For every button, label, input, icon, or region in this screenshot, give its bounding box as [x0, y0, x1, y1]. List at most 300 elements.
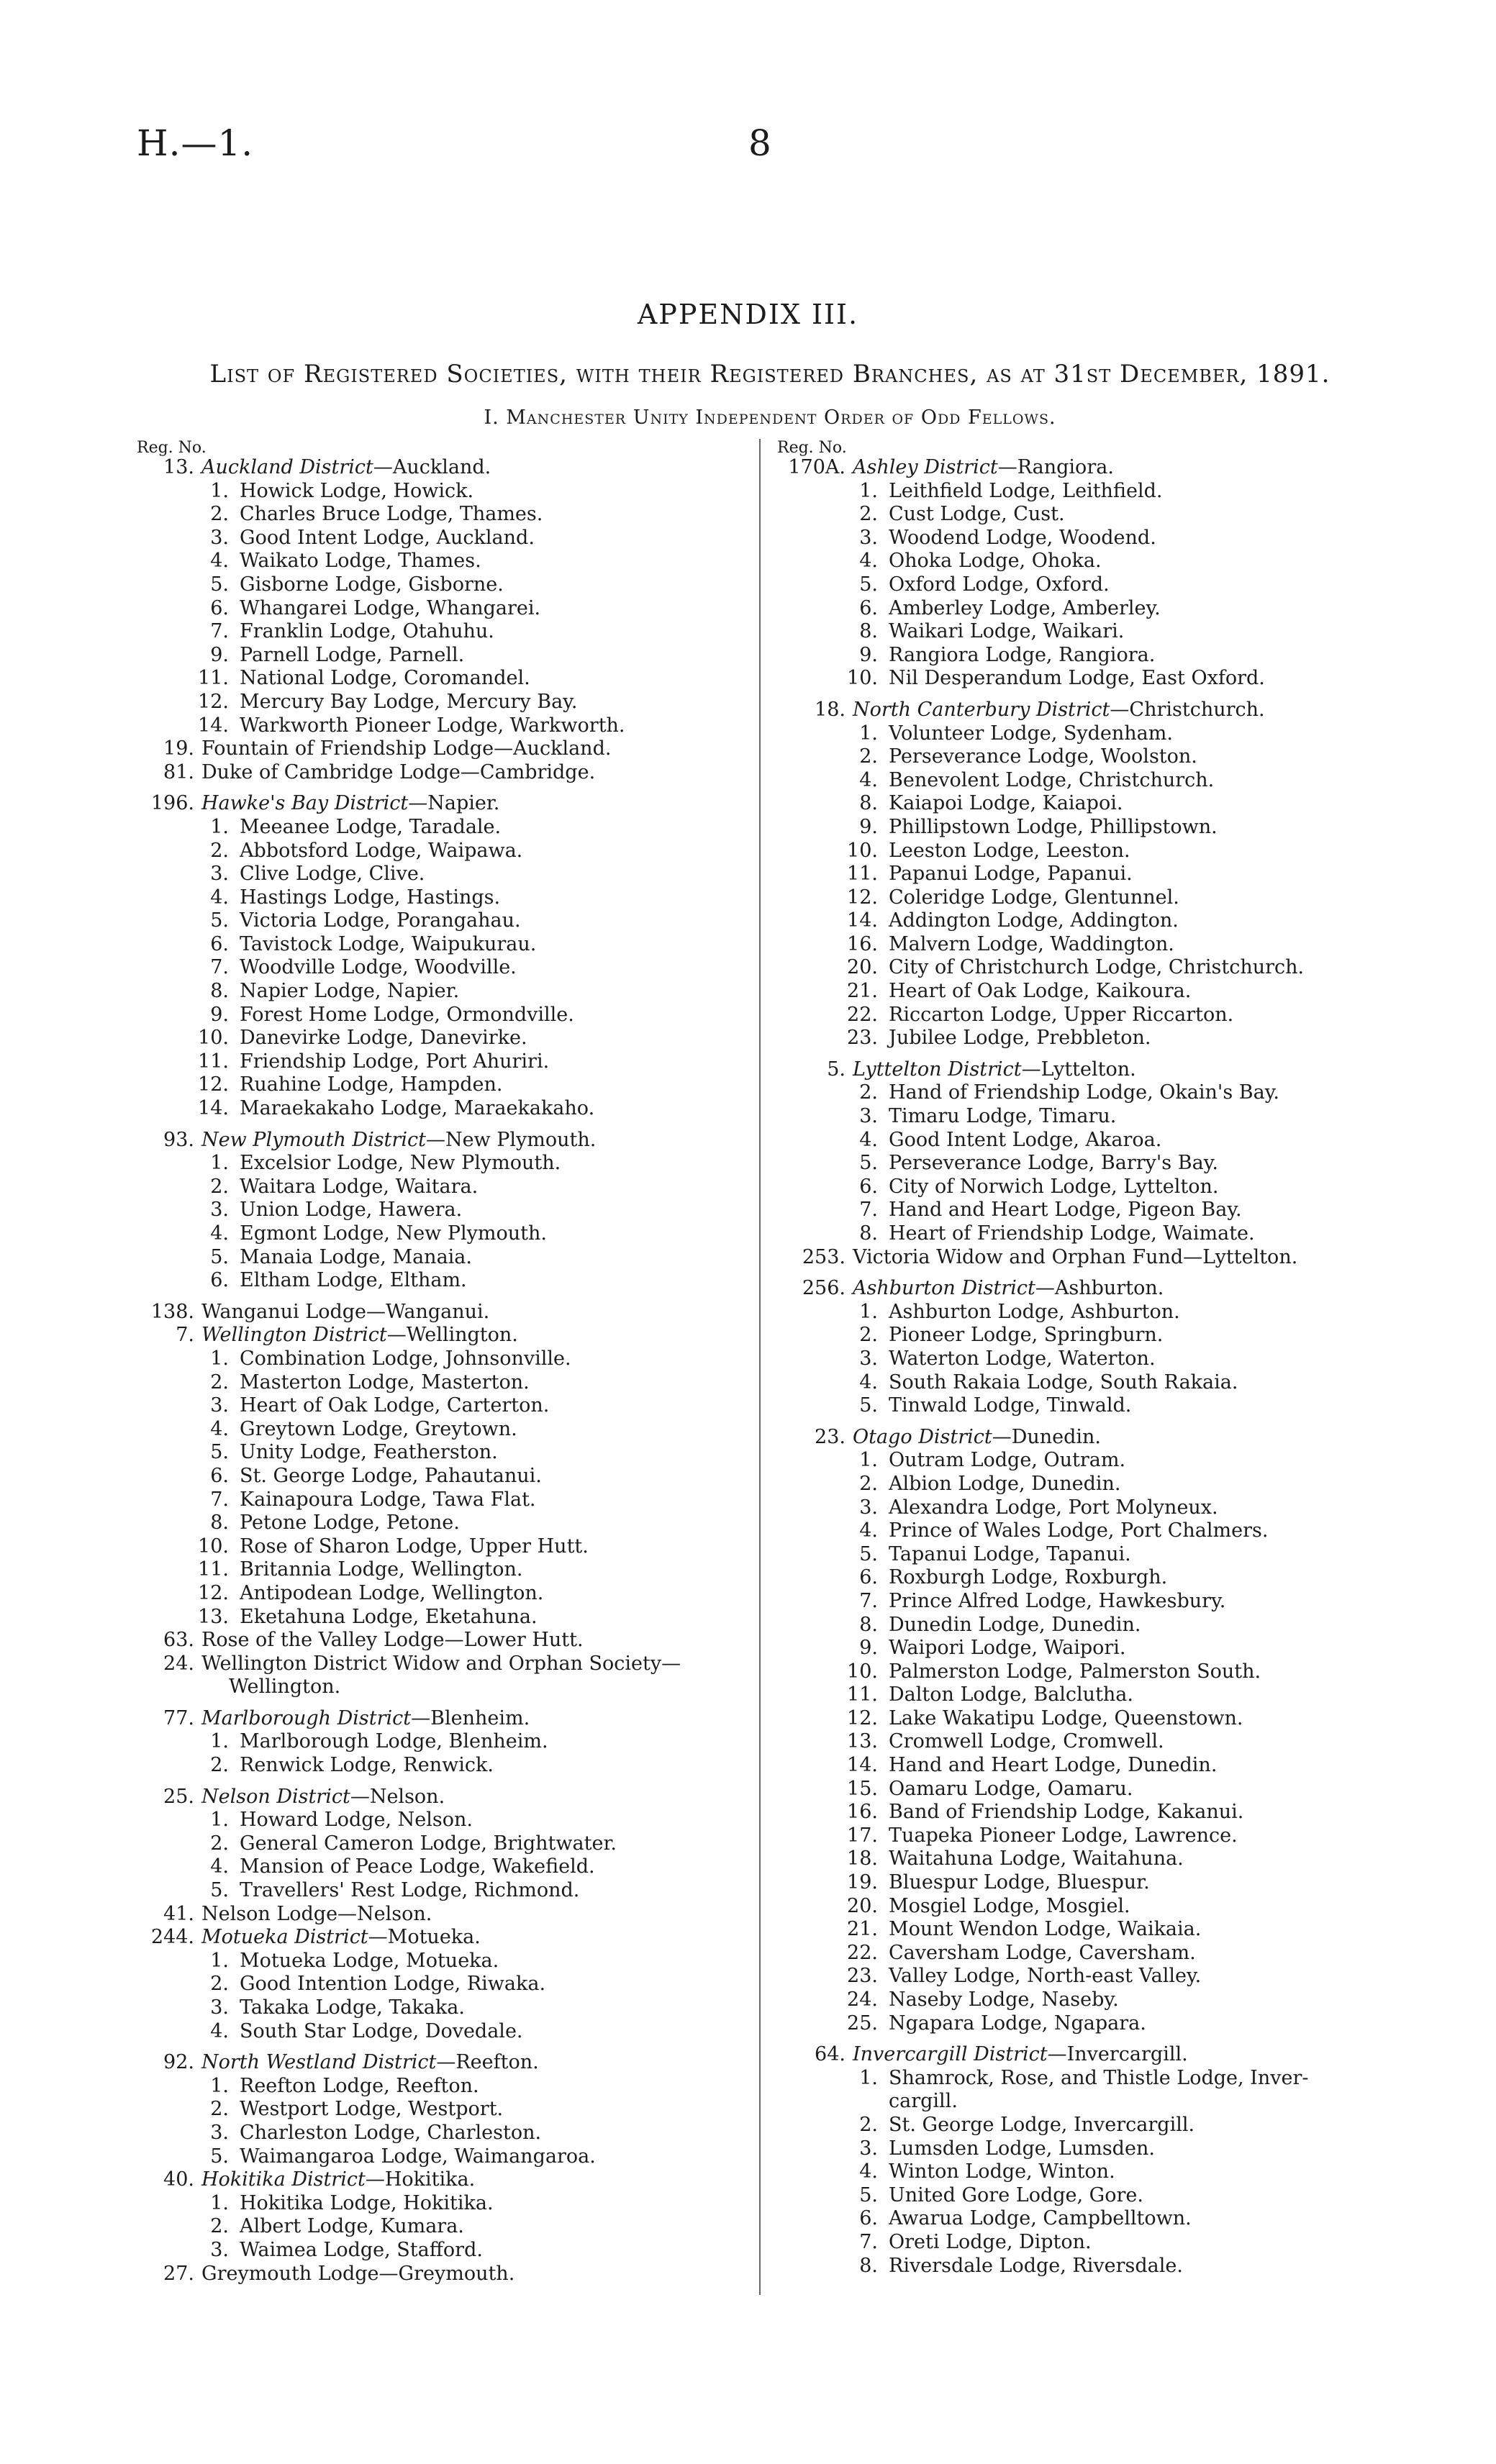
entry-number: 13. [198, 1605, 229, 1628]
branch-entry [137, 1176, 745, 1199]
branch-entry [137, 597, 745, 621]
entry-text: Antipodean Lodge, Wellington. [240, 1581, 544, 1604]
branch-entry [137, 573, 745, 597]
branch-entry [777, 1519, 1403, 1543]
register-entry [137, 1324, 745, 1347]
entry-number: 4. [859, 1519, 878, 1542]
branch-entry [137, 1371, 745, 1395]
district-name: North Canterbury District [853, 698, 1110, 721]
entry-number: 10. [847, 667, 878, 690]
branch-entry [137, 620, 745, 644]
branch-entry [777, 480, 1403, 504]
entry-number: 3. [859, 2137, 878, 2160]
branch-entry [777, 1394, 1403, 1418]
entry-text: Addington Lodge, Addington. [889, 909, 1179, 932]
register-entry [137, 2051, 745, 2075]
branch-entry [137, 527, 745, 550]
district-town: —Reefton. [436, 2051, 539, 2074]
appendix-title: APPENDIX III. [637, 299, 859, 330]
branch-entry [137, 1073, 745, 1097]
reg-no-header: Reg. No. [777, 439, 847, 457]
entry-text: Hand and Heart Lodge, Dunedin. [889, 1754, 1218, 1777]
entry-number: 1. [210, 2074, 229, 2097]
entry-text [201, 1707, 530, 1731]
entry-number: 23. [847, 1965, 878, 1988]
entry-text: Howard Lodge, Nelson. [240, 1809, 473, 1832]
entry-text: Winton Lodge, Winton. [889, 2160, 1115, 2183]
entry-number: 1. [210, 1809, 229, 1832]
district-name: Wellington District [201, 1324, 387, 1347]
entry-text: Wellington. [229, 1676, 341, 1699]
entry-number: 14. [847, 1754, 878, 1777]
entry-text: Benevolent Lodge, Christchurch. [889, 768, 1215, 791]
entry-number: 25. [847, 2011, 878, 2035]
entry-text: Bluespur Lodge, Bluespur. [889, 1871, 1150, 1894]
entry-text [853, 699, 1265, 722]
entry-text: Rangiora Lodge, Rangiora. [889, 643, 1156, 666]
entry-number: 8. [859, 1222, 878, 1245]
branch-entry [777, 1683, 1403, 1707]
entry-text: Hokitika Lodge, Hokitika. [240, 2191, 494, 2214]
branch-entry [777, 2207, 1403, 2231]
branch-entry [777, 1778, 1403, 1801]
entry-number: 2. [210, 1175, 229, 1198]
entry-text: Leithfield Lodge, Leithfield. [889, 479, 1163, 502]
entry-text: Ohoka Lodge, Ohoka. [889, 550, 1102, 573]
entry-text: Papanui Lodge, Papanui. [889, 863, 1133, 886]
entry-text: General Cameron Lodge, Brightwater. [240, 1832, 617, 1855]
register-entry [137, 1301, 745, 1324]
branch-entry [137, 480, 745, 504]
entry-text: Waikato Lodge, Thames. [240, 550, 481, 573]
entry-text: Mount Wendon Lodge, Waikaia. [889, 1918, 1202, 1941]
branch-entry [777, 644, 1403, 668]
entry-text: Forest Home Lodge, Ormondville. [240, 1003, 574, 1026]
branch-entry [137, 644, 745, 668]
branch-entry [137, 1347, 745, 1371]
register-entry [137, 792, 745, 816]
branch-entry [137, 503, 745, 527]
branch-entry [137, 691, 745, 714]
entry-text: Motueka Lodge, Motueka. [240, 1949, 499, 1972]
entry-number: 14. [847, 909, 878, 932]
district-town: —Ashburton. [1035, 1277, 1164, 1300]
entry-text: Shamrock, Rose, and Thistle Lodge, Inver- [889, 2066, 1309, 2089]
register-entry [777, 1426, 1403, 1450]
branch-entry [777, 2231, 1403, 2255]
entry-text: Manaia Lodge, Manaia. [240, 1245, 472, 1268]
entry-text: City of Christchurch Lodge, Christchurch. [889, 956, 1305, 979]
branch-entry [777, 933, 1403, 957]
entry-number: 1. [210, 815, 229, 838]
entry-text: Takaka Lodge, Takaka. [240, 1996, 465, 2019]
entry-text: Mercury Bay Lodge, Mercury Bay. [240, 690, 578, 713]
entry-text [853, 2043, 1188, 2067]
entry-text: Rose of Sharon Lodge, Upper Hutt. [240, 1535, 589, 1558]
entry-text: Cromwell Lodge, Cromwell. [889, 1730, 1164, 1753]
entry-text: Tapanui Lodge, Tapanui. [889, 1542, 1131, 1565]
entry-number: 27. [163, 2262, 194, 2285]
document-reference: H.—1. [137, 122, 254, 164]
entry-number: 5. [210, 573, 229, 596]
branch-entry [777, 980, 1403, 1004]
entry-number: 21. [847, 1918, 878, 1941]
entry-text: Petone Lodge, Petone. [240, 1511, 460, 1535]
entry-number: 41. [163, 1902, 194, 1925]
entry-text [853, 1426, 1101, 1450]
branch-entry [777, 722, 1403, 746]
entry-text [853, 1277, 1164, 1301]
entry-number: 1. [210, 1949, 229, 1972]
branch-entry [137, 2145, 745, 2169]
entry-number: 1. [210, 1347, 229, 1370]
branch-entry [777, 1004, 1403, 1027]
branch-entry [137, 1050, 745, 1074]
entry-number: 6. [859, 1566, 878, 1589]
branch-entry [777, 550, 1403, 573]
entry-number: 9. [210, 643, 229, 666]
branch-entry [777, 2255, 1403, 2278]
branch-entry [137, 980, 745, 1004]
entry-text: Woodend Lodge, Woodend. [889, 526, 1156, 549]
entry-text: Waitahuna Lodge, Waitahuna. [889, 1847, 1184, 1870]
entry-number: 7. [210, 620, 229, 643]
district-town: —Rangiora. [997, 456, 1114, 478]
entry-text: Waipori Lodge, Waipori. [889, 1637, 1126, 1660]
entry-number: 21. [847, 980, 878, 1003]
entry-text: Amberley Lodge, Amberley. [889, 596, 1161, 619]
entry-text: Unity Lodge, Featherston. [240, 1441, 498, 1464]
entry-text: Alexandra Lodge, Port Molyneux. [889, 1496, 1218, 1519]
branch-entry [777, 527, 1403, 550]
entry-number: 10. [847, 839, 878, 862]
branch-entry [777, 2184, 1403, 2208]
entry-text: Prince Alfred Lodge, Hawkesbury. [889, 1589, 1226, 1612]
entry-text [201, 456, 491, 480]
register-entry [137, 1903, 745, 1927]
entry-number: 8. [210, 1511, 229, 1535]
branch-entry [777, 956, 1403, 980]
entry-number: 5. [859, 2183, 878, 2206]
register-entry [137, 761, 745, 785]
branch-entry [137, 2122, 745, 2145]
branch-entry [777, 1496, 1403, 1520]
entry-text: Riversdale Lodge, Riversdale. [889, 2254, 1183, 2277]
entry-text: Pioneer Lodge, Springburn. [889, 1324, 1164, 1347]
branch-entry [137, 1535, 745, 1559]
entry-number: 8. [210, 980, 229, 1003]
entry-number: 3. [210, 526, 229, 549]
entry-number: 92. [163, 2051, 194, 2074]
entry-number: 5. [210, 909, 229, 932]
branch-entry [777, 1824, 1403, 1848]
entry-number: 14. [198, 714, 229, 737]
entry-text: Lumsden Lodge, Lumsden. [889, 2137, 1155, 2160]
entry-number: 81. [163, 760, 194, 783]
entry-number: 7. [176, 1324, 194, 1347]
branch-entry [137, 909, 745, 933]
entry-number: 4. [859, 1128, 878, 1151]
entry-text: Kaiapoi Lodge, Kaiapoi. [889, 792, 1123, 815]
branch-entry [137, 2215, 745, 2239]
entry-text: Kainapoura Lodge, Tawa Flat. [240, 1488, 536, 1511]
district-town: —Blenheim. [411, 1706, 530, 1729]
entry-number: 5. [827, 1058, 846, 1081]
branch-entry [137, 2192, 745, 2216]
entry-text: Waimea Lodge, Stafford. [240, 2238, 483, 2261]
district-name: Hokitika District [201, 2168, 366, 2191]
entry-number: 1. [859, 2066, 878, 2089]
branch-entry [777, 1895, 1403, 1919]
branch-entry [777, 1566, 1403, 1590]
entry-number: 24. [847, 1988, 878, 2011]
branch-entry [777, 792, 1403, 816]
district-name: Lyttelton District [853, 1058, 1022, 1081]
entry-number: 3. [210, 1394, 229, 1417]
entry-number: 244. [150, 1926, 194, 1949]
district-town: —Lyttelton. [1021, 1058, 1136, 1081]
entry-number: 5. [210, 1245, 229, 1268]
entry-continuation [777, 2090, 1403, 2114]
branch-entry [137, 1879, 745, 1903]
entry-number: 13. [163, 456, 194, 478]
entry-text [201, 1786, 445, 1809]
entry-number: 16. [847, 1801, 878, 1824]
entry-text: Good Intent Lodge, Auckland. [240, 526, 535, 549]
entry-text: Riccarton Lodge, Upper Riccarton. [889, 1003, 1234, 1026]
branch-entry [777, 1543, 1403, 1567]
district-town: —Christchurch. [1110, 698, 1265, 721]
branch-entry [137, 1558, 745, 1582]
entry-number: 4. [210, 2019, 229, 2042]
entry-text: Friendship Lodge, Port Ahuriri. [240, 1050, 550, 1073]
entry-text: Hand and Heart Lodge, Pigeon Bay. [889, 1199, 1242, 1222]
branch-entry [137, 816, 745, 840]
entry-number: 4. [210, 1222, 229, 1245]
branch-entry [777, 1324, 1403, 1347]
entry-text: Whangarei Lodge, Whangarei. [240, 596, 541, 619]
entry-text [201, 2168, 475, 2192]
branch-entry [137, 1996, 745, 2020]
entry-number: 6. [210, 1269, 229, 1292]
entry-text: Tuapeka Pioneer Lodge, Lawrence. [889, 1824, 1238, 1847]
entry-number: 1. [859, 479, 878, 502]
entry-text: National Lodge, Coromandel. [240, 667, 530, 690]
entry-number: 12. [847, 1706, 878, 1729]
entry-number: 2. [210, 1832, 229, 1855]
entry-text: South Star Lodge, Dovedale. [240, 2019, 523, 2042]
entry-number: 25. [163, 1785, 194, 1808]
register-entry [137, 2263, 745, 2286]
branch-entry [777, 1988, 1403, 2012]
entry-number: 40. [163, 2168, 194, 2191]
entry-number: 5. [859, 1152, 878, 1175]
entry-text: Greymouth Lodge—Greymouth. [201, 2262, 515, 2285]
entry-text: Oreti Lodge, Dipton. [889, 2230, 1092, 2253]
branch-entry [777, 1590, 1403, 1614]
entry-number: 4. [210, 1417, 229, 1440]
entry-text: Good Intent Lodge, Akaroa. [889, 1128, 1162, 1151]
branch-entry [777, 1347, 1403, 1371]
entry-number: 23. [815, 1425, 846, 1448]
district-name: North Westland District [201, 2051, 437, 2074]
entry-text: Greytown Lodge, Greytown. [240, 1417, 517, 1440]
entry-text: Mosgiel Lodge, Mosgiel. [889, 1894, 1130, 1917]
branch-entry [777, 745, 1403, 769]
entry-number: 10. [847, 1660, 878, 1683]
district-town: —Auckland. [373, 456, 491, 478]
branch-entry [777, 1301, 1403, 1324]
branch-entry [777, 1449, 1403, 1473]
entry-text: Roxburgh Lodge, Roxburgh. [889, 1566, 1168, 1589]
entry-number: 24. [163, 1652, 194, 1675]
entry-text: Phillipstown Lodge, Phillipstown. [889, 815, 1218, 838]
branch-entry [137, 2098, 745, 2122]
entry-text: Ashburton Lodge, Ashburton. [889, 1300, 1180, 1323]
entry-number: 6. [859, 1175, 878, 1198]
entry-text: Woodville Lodge, Woodville. [240, 956, 517, 979]
entry-text: Hand of Friendship Lodge, Okain's Bay. [889, 1081, 1279, 1104]
entry-number: 2. [859, 745, 878, 768]
branch-entry [137, 667, 745, 691]
branch-entry [777, 840, 1403, 863]
branch-entry [777, 1152, 1403, 1176]
entry-text: Heart of Oak Lodge, Kaikoura. [889, 980, 1192, 1003]
entry-number: 1. [859, 1449, 878, 1472]
entry-text: Nelson Lodge—Nelson. [201, 1902, 432, 1925]
entry-text: Wellington District Widow and Orphan Society— [201, 1652, 681, 1675]
branch-entry [137, 1488, 745, 1512]
entry-text: Union Lodge, Hawera. [240, 1199, 463, 1222]
entry-number: 4. [210, 1855, 229, 1878]
register-entry [777, 699, 1403, 722]
entry-number: 138. [150, 1300, 194, 1323]
entry-text [201, 792, 499, 816]
entry-text: Heart of Friendship Lodge, Waimate. [889, 1222, 1255, 1245]
page-number: 8 [748, 122, 771, 164]
entry-text: St. George Lodge, Pahautanui. [240, 1464, 542, 1487]
district-name: Ashley District [853, 456, 998, 478]
entry-text: Westport Lodge, Westport. [240, 2098, 504, 2121]
entry-text: Waimangaroa Lodge, Waimangaroa. [240, 2145, 596, 2168]
entry-number: 12. [198, 1073, 229, 1096]
entry-text: Good Intention Lodge, Riwaka. [240, 1973, 546, 1996]
branch-entry [777, 909, 1403, 933]
entry-number: 1. [210, 1152, 229, 1175]
entry-number: 12. [847, 886, 878, 909]
entry-text: Abbotsford Lodge, Waipawa. [240, 839, 523, 862]
entry-text: Duke of Cambridge Lodge—Cambridge. [201, 760, 596, 783]
branch-entry [137, 1246, 745, 1270]
entry-number: 6. [210, 596, 229, 619]
branch-entry [777, 1199, 1403, 1222]
branch-entry [137, 714, 745, 738]
entry-number: 2. [210, 839, 229, 862]
branch-entry [137, 956, 745, 980]
district-town: —Dunedin. [992, 1425, 1102, 1448]
branch-entry [137, 1809, 745, 1832]
branch-entry [137, 1754, 745, 1778]
entry-text: Fountain of Friendship Lodge—Auckland. [201, 737, 612, 760]
entry-text: Dunedin Lodge, Dunedin. [889, 1613, 1141, 1636]
district-name: Hawke's Bay District [201, 792, 409, 815]
entry-number: 1. [210, 1730, 229, 1753]
branch-entry [777, 1871, 1403, 1895]
entry-number: 3. [210, 1199, 229, 1222]
district-name: Marlborough District [201, 1706, 412, 1729]
entry-number: 10. [198, 1027, 229, 1050]
entry-text: Eltham Lodge, Eltham. [240, 1269, 467, 1292]
entry-number: 3. [210, 2121, 229, 2144]
entry-text: Albert Lodge, Kumara. [240, 2215, 464, 2238]
entry-text: Awarua Lodge, Campbelltown. [889, 2207, 1192, 2230]
entry-text: cargill. [889, 2090, 958, 2113]
entry-number: 8. [859, 620, 878, 643]
entry-text: Valley Lodge, North-east Valley. [889, 1965, 1202, 1988]
entry-number: 17. [847, 1824, 878, 1847]
branch-entry [137, 1004, 745, 1027]
entry-text: Warkworth Pioneer Lodge, Warkworth. [240, 714, 625, 737]
branch-entry [777, 1105, 1403, 1129]
entry-text: Franklin Lodge, Otahuhu. [240, 620, 494, 643]
entry-text: Waterton Lodge, Waterton. [889, 1347, 1156, 1370]
entry-text: Egmont Lodge, New Plymouth. [240, 1222, 547, 1245]
branch-entry [777, 2160, 1403, 2184]
entry-number: 4. [859, 768, 878, 791]
entry-number: 7. [859, 2230, 878, 2253]
entry-number: 2. [210, 1754, 229, 1777]
branch-entry [137, 1418, 745, 1442]
branch-entry [777, 597, 1403, 621]
entry-number: 3. [210, 1996, 229, 2019]
entry-number: 19. [163, 737, 194, 760]
branch-entry [137, 2239, 745, 2263]
entry-text: Excelsior Lodge, New Plymouth. [240, 1152, 561, 1175]
district-name: Auckland District [201, 456, 373, 478]
entry-number: 93. [163, 1128, 194, 1151]
branch-entry [777, 1614, 1403, 1637]
entry-text: Waitara Lodge, Waitara. [240, 1175, 479, 1198]
branch-entry [137, 550, 745, 573]
entry-text: Jubilee Lodge, Prebbleton. [889, 1027, 1151, 1050]
branch-entry [777, 2114, 1403, 2137]
entry-number: 2. [210, 503, 229, 526]
entry-text: Perseverance Lodge, Barry's Bay. [889, 1152, 1218, 1175]
register-entry [137, 1129, 745, 1153]
entry-number: 6. [210, 1464, 229, 1487]
district-name: Ashburton District [853, 1277, 1035, 1300]
entry-text: Victoria Lodge, Porangahau. [240, 909, 521, 932]
branch-entry [777, 503, 1403, 527]
entry-text: Oxford Lodge, Oxford. [889, 573, 1110, 596]
entry-text: Reefton Lodge, Reefton. [240, 2074, 479, 2097]
entry-number: 7. [859, 1199, 878, 1222]
entry-continuation [137, 1676, 745, 1699]
entry-text: Gisborne Lodge, Gisborne. [240, 573, 504, 596]
branch-entry [777, 2012, 1403, 2036]
entry-text: Ngapara Lodge, Ngapara. [889, 2011, 1146, 2035]
branch-entry [777, 620, 1403, 644]
branch-entry [777, 1707, 1403, 1731]
entry-text: South Rakaia Lodge, South Rakaia. [889, 1370, 1238, 1394]
entry-number: 22. [847, 1003, 878, 1026]
entry-text: Napier Lodge, Napier. [240, 980, 460, 1003]
register-entry [137, 1652, 745, 1676]
district-name: Motueka District [201, 1926, 368, 1949]
entry-text: City of Norwich Lodge, Lyttelton. [889, 1175, 1219, 1198]
register-entry [137, 1926, 745, 1950]
branch-entry [777, 1176, 1403, 1199]
